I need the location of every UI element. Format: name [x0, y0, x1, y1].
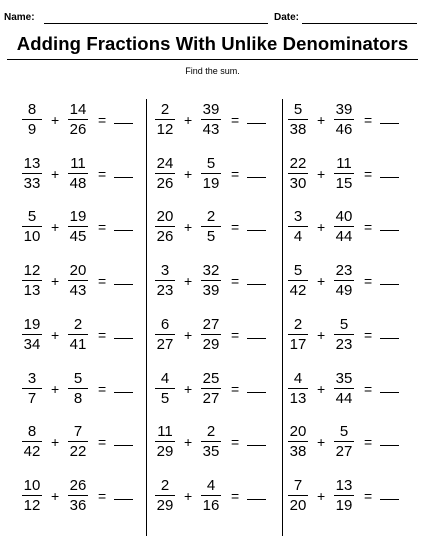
first-fraction [288, 370, 308, 407]
second-denominator: 45 [69, 228, 87, 245]
fraction-bar [155, 173, 175, 174]
second-denominator: 44 [335, 390, 353, 407]
fraction-bar [201, 280, 221, 281]
first-fraction [155, 155, 175, 192]
equals-sign: = [364, 112, 373, 128]
second-fraction [201, 316, 221, 353]
equals-sign: = [231, 327, 240, 343]
first-fraction [22, 155, 42, 192]
problem [155, 316, 285, 356]
answer-blank[interactable] [247, 499, 266, 500]
fraction-bar [334, 119, 354, 120]
plus-sign: + [317, 166, 326, 182]
second-numerator: 20 [69, 262, 87, 279]
fraction-bar [201, 495, 221, 496]
answer-blank[interactable] [114, 284, 133, 285]
first-fraction [288, 101, 308, 138]
fraction-bar [334, 173, 354, 174]
first-numerator: 3 [293, 208, 303, 225]
fraction-bar [68, 280, 88, 281]
second-numerator: 25 [202, 370, 220, 387]
second-denominator: 35 [202, 443, 220, 460]
answer-blank[interactable] [380, 392, 399, 393]
fraction-bar [22, 226, 42, 227]
answer-blank[interactable] [380, 284, 399, 285]
answer-blank[interactable] [380, 499, 399, 500]
problem [155, 208, 285, 248]
first-denominator: 10 [23, 228, 41, 245]
equals-sign: = [98, 381, 107, 397]
second-numerator: 39 [335, 101, 353, 118]
equals-sign: = [231, 112, 240, 128]
plus-sign: + [317, 112, 326, 128]
first-denominator: 38 [289, 121, 307, 138]
first-denominator: 42 [289, 282, 307, 299]
first-numerator: 19 [23, 316, 41, 333]
second-fraction [201, 208, 221, 245]
first-fraction [155, 477, 175, 514]
date-label: Date: [274, 12, 300, 23]
second-fraction [68, 155, 88, 192]
first-denominator: 7 [27, 390, 37, 407]
equals-sign: = [98, 273, 107, 289]
first-numerator: 13 [23, 155, 41, 172]
problem [22, 155, 152, 195]
first-fraction [22, 370, 42, 407]
first-numerator: 5 [293, 101, 303, 118]
first-numerator: 5 [293, 262, 303, 279]
answer-blank[interactable] [114, 392, 133, 393]
first-fraction [155, 101, 175, 138]
plus-sign: + [51, 112, 60, 128]
first-numerator: 7 [293, 477, 303, 494]
answer-blank[interactable] [114, 499, 133, 500]
second-fraction [201, 423, 221, 460]
second-numerator: 7 [73, 423, 83, 440]
answer-blank[interactable] [247, 177, 266, 178]
plus-sign: + [51, 166, 60, 182]
first-denominator: 20 [289, 497, 307, 514]
problem [155, 262, 285, 302]
plus-sign: + [184, 219, 193, 235]
problem [155, 423, 285, 463]
date-field[interactable] [302, 23, 417, 24]
plus-sign: + [184, 166, 193, 182]
problem [22, 262, 152, 302]
second-fraction [201, 262, 221, 299]
fraction-bar [334, 226, 354, 227]
second-denominator: 36 [69, 497, 87, 514]
first-denominator: 12 [23, 497, 41, 514]
second-numerator: 11 [336, 155, 352, 172]
fraction-bar [288, 226, 308, 227]
name-field[interactable] [44, 23, 268, 24]
answer-blank[interactable] [247, 445, 266, 446]
second-numerator: 40 [335, 208, 353, 225]
answer-blank[interactable] [114, 123, 133, 124]
second-numerator: 19 [69, 208, 87, 225]
second-denominator: 26 [69, 121, 87, 138]
first-fraction [22, 208, 42, 245]
problem [155, 477, 285, 517]
second-numerator: 26 [69, 477, 87, 494]
first-denominator: 12 [156, 121, 174, 138]
answer-blank[interactable] [114, 338, 133, 339]
page-title: Adding Fractions With Unlike Denominators [16, 33, 409, 54]
second-numerator: 13 [335, 477, 353, 494]
first-numerator: 6 [160, 316, 170, 333]
equals-sign: = [364, 488, 373, 504]
fraction-bar [201, 119, 221, 120]
first-numerator: 22 [289, 155, 307, 172]
fraction-bar [68, 173, 88, 174]
second-fraction [334, 155, 354, 192]
first-fraction [288, 316, 308, 353]
second-fraction [334, 262, 354, 299]
second-numerator: 5 [339, 316, 349, 333]
fraction-bar [288, 334, 308, 335]
header-line [4, 12, 420, 26]
answer-blank[interactable] [114, 445, 133, 446]
answer-blank[interactable] [380, 123, 399, 124]
first-fraction [155, 208, 175, 245]
first-numerator: 5 [27, 208, 37, 225]
first-fraction [22, 101, 42, 138]
second-denominator: 41 [69, 336, 87, 353]
fraction-bar [22, 173, 42, 174]
first-denominator: 42 [23, 443, 41, 460]
second-denominator: 43 [202, 121, 220, 138]
second-denominator: 48 [69, 175, 87, 192]
answer-blank[interactable] [247, 230, 266, 231]
second-numerator: 27 [202, 316, 220, 333]
first-numerator: 4 [160, 370, 170, 387]
first-numerator: 2 [293, 316, 303, 333]
second-fraction [201, 370, 221, 407]
problem [288, 370, 418, 410]
second-numerator: 5 [73, 370, 83, 387]
plus-sign: + [184, 434, 193, 450]
second-fraction [68, 262, 88, 299]
fraction-bar [288, 173, 308, 174]
plus-sign: + [51, 273, 60, 289]
first-fraction [155, 370, 175, 407]
plus-sign: + [184, 381, 193, 397]
first-fraction [288, 155, 308, 192]
first-numerator: 8 [27, 423, 37, 440]
plus-sign: + [51, 219, 60, 235]
equals-sign: = [364, 434, 373, 450]
second-numerator: 5 [206, 155, 216, 172]
first-denominator: 23 [156, 282, 174, 299]
second-denominator: 19 [335, 497, 353, 514]
first-denominator: 34 [23, 336, 41, 353]
answer-blank[interactable] [247, 123, 266, 124]
second-numerator: 5 [339, 423, 349, 440]
fraction-bar [288, 441, 308, 442]
fraction-bar [201, 173, 221, 174]
first-numerator: 8 [27, 101, 37, 118]
fraction-bar [334, 388, 354, 389]
first-denominator: 30 [289, 175, 307, 192]
first-numerator: 20 [156, 208, 174, 225]
problem [22, 477, 152, 517]
first-numerator: 2 [160, 477, 170, 494]
fraction-bar [201, 441, 221, 442]
second-numerator: 2 [206, 423, 216, 440]
first-denominator: 4 [293, 228, 303, 245]
second-denominator: 39 [202, 282, 220, 299]
problem [22, 370, 152, 410]
problem [288, 477, 418, 517]
equals-sign: = [231, 488, 240, 504]
second-numerator: 14 [69, 101, 87, 118]
problem [155, 370, 285, 410]
equals-sign: = [98, 434, 107, 450]
first-fraction [155, 316, 175, 353]
first-fraction [288, 262, 308, 299]
fraction-bar [334, 280, 354, 281]
fraction-bar [155, 226, 175, 227]
fraction-bar [201, 388, 221, 389]
first-denominator: 13 [289, 390, 307, 407]
second-fraction [68, 477, 88, 514]
fraction-bar [288, 280, 308, 281]
fraction-bar [201, 334, 221, 335]
problem [288, 101, 418, 141]
first-numerator: 3 [27, 370, 37, 387]
first-denominator: 38 [289, 443, 307, 460]
second-numerator: 23 [335, 262, 353, 279]
second-fraction [68, 370, 88, 407]
second-fraction [334, 101, 354, 138]
fraction-bar [288, 495, 308, 496]
plus-sign: + [317, 488, 326, 504]
equals-sign: = [364, 166, 373, 182]
second-denominator: 27 [202, 390, 220, 407]
second-denominator: 16 [202, 497, 220, 514]
second-denominator: 5 [206, 228, 216, 245]
plus-sign: + [317, 327, 326, 343]
fraction-bar [155, 441, 175, 442]
second-numerator: 39 [202, 101, 220, 118]
fraction-bar [334, 495, 354, 496]
first-fraction [288, 423, 308, 460]
second-numerator: 11 [70, 155, 86, 172]
plus-sign: + [51, 434, 60, 450]
problem [22, 316, 152, 356]
second-numerator: 35 [335, 370, 353, 387]
equals-sign: = [98, 112, 107, 128]
first-numerator: 3 [160, 262, 170, 279]
fraction-bar [201, 226, 221, 227]
instructions: Find the sum. [185, 66, 240, 76]
second-denominator: 49 [335, 282, 353, 299]
fraction-bar [22, 441, 42, 442]
equals-sign: = [364, 219, 373, 235]
first-numerator: 11 [157, 423, 173, 440]
first-denominator: 17 [289, 336, 307, 353]
fraction-bar [155, 388, 175, 389]
second-denominator: 43 [69, 282, 87, 299]
second-fraction [201, 155, 221, 192]
second-denominator: 8 [73, 390, 83, 407]
answer-blank[interactable] [247, 284, 266, 285]
first-fraction [155, 262, 175, 299]
fraction-bar [22, 280, 42, 281]
problem [22, 423, 152, 463]
fraction-bar [22, 334, 42, 335]
equals-sign: = [98, 488, 107, 504]
second-fraction [68, 316, 88, 353]
first-denominator: 13 [23, 282, 41, 299]
first-fraction [22, 477, 42, 514]
fraction-bar [68, 334, 88, 335]
first-denominator: 5 [160, 390, 170, 407]
equals-sign: = [98, 327, 107, 343]
equals-sign: = [364, 381, 373, 397]
problem [288, 155, 418, 195]
equals-sign: = [231, 219, 240, 235]
equals-sign: = [364, 273, 373, 289]
equals-sign: = [231, 166, 240, 182]
problem [288, 208, 418, 248]
equals-sign: = [231, 273, 240, 289]
equals-sign: = [98, 166, 107, 182]
plus-sign: + [317, 381, 326, 397]
second-fraction [201, 101, 221, 138]
fraction-bar [68, 495, 88, 496]
first-numerator: 2 [160, 101, 170, 118]
first-denominator: 29 [156, 443, 174, 460]
answer-blank[interactable] [114, 177, 133, 178]
fraction-bar [334, 334, 354, 335]
plus-sign: + [51, 488, 60, 504]
first-fraction [22, 262, 42, 299]
first-denominator: 29 [156, 497, 174, 514]
answer-blank[interactable] [380, 230, 399, 231]
second-fraction [68, 208, 88, 245]
problem [155, 155, 285, 195]
problem [288, 423, 418, 463]
equals-sign: = [98, 219, 107, 235]
first-fraction [288, 208, 308, 245]
first-fraction [155, 423, 175, 460]
second-numerator: 2 [206, 208, 216, 225]
first-numerator: 10 [23, 477, 41, 494]
fraction-bar [155, 495, 175, 496]
answer-blank[interactable] [380, 177, 399, 178]
fraction-bar [68, 441, 88, 442]
second-denominator: 29 [202, 336, 220, 353]
second-fraction [334, 316, 354, 353]
second-fraction [334, 477, 354, 514]
second-fraction [334, 370, 354, 407]
fraction-bar [288, 388, 308, 389]
equals-sign: = [231, 434, 240, 450]
plus-sign: + [184, 112, 193, 128]
second-numerator: 32 [202, 262, 220, 279]
second-fraction [334, 423, 354, 460]
first-fraction [22, 316, 42, 353]
plus-sign: + [317, 219, 326, 235]
first-denominator: 33 [23, 175, 41, 192]
problem [155, 101, 285, 141]
plus-sign: + [317, 273, 326, 289]
fraction-bar [155, 334, 175, 335]
fraction-bar [68, 226, 88, 227]
title-divider [7, 59, 418, 60]
plus-sign: + [51, 381, 60, 397]
first-fraction [288, 477, 308, 514]
second-numerator: 4 [206, 477, 216, 494]
second-denominator: 19 [202, 175, 220, 192]
fraction-bar [22, 495, 42, 496]
fraction-bar [22, 119, 42, 120]
first-denominator: 26 [156, 228, 174, 245]
plus-sign: + [184, 488, 193, 504]
first-numerator: 12 [23, 262, 41, 279]
fraction-bar [68, 119, 88, 120]
fraction-bar [155, 280, 175, 281]
problem [22, 208, 152, 248]
fraction-bar [334, 441, 354, 442]
second-denominator: 23 [335, 336, 353, 353]
second-denominator: 44 [335, 228, 353, 245]
answer-blank[interactable] [114, 230, 133, 231]
answer-blank[interactable] [380, 445, 399, 446]
problem [22, 101, 152, 141]
second-denominator: 15 [335, 175, 353, 192]
plus-sign: + [317, 434, 326, 450]
first-fraction [22, 423, 42, 460]
first-denominator: 27 [156, 336, 174, 353]
plus-sign: + [184, 327, 193, 343]
answer-blank[interactable] [380, 338, 399, 339]
second-numerator: 2 [73, 316, 83, 333]
fraction-bar [22, 388, 42, 389]
fraction-bar [68, 388, 88, 389]
equals-sign: = [231, 381, 240, 397]
first-denominator: 26 [156, 175, 174, 192]
fraction-bar [155, 119, 175, 120]
second-fraction [68, 423, 88, 460]
first-numerator: 20 [289, 423, 307, 440]
second-denominator: 46 [335, 121, 353, 138]
problem [288, 262, 418, 302]
name-label: Name: [4, 12, 35, 23]
answer-blank[interactable] [247, 338, 266, 339]
second-fraction [68, 101, 88, 138]
equals-sign: = [364, 327, 373, 343]
first-numerator: 24 [156, 155, 174, 172]
plus-sign: + [184, 273, 193, 289]
second-fraction [334, 208, 354, 245]
fraction-bar [288, 119, 308, 120]
second-denominator: 27 [335, 443, 353, 460]
first-denominator: 9 [27, 121, 37, 138]
first-numerator: 4 [293, 370, 303, 387]
second-fraction [201, 477, 221, 514]
problem [288, 316, 418, 356]
second-denominator: 22 [69, 443, 87, 460]
plus-sign: + [51, 327, 60, 343]
answer-blank[interactable] [247, 392, 266, 393]
